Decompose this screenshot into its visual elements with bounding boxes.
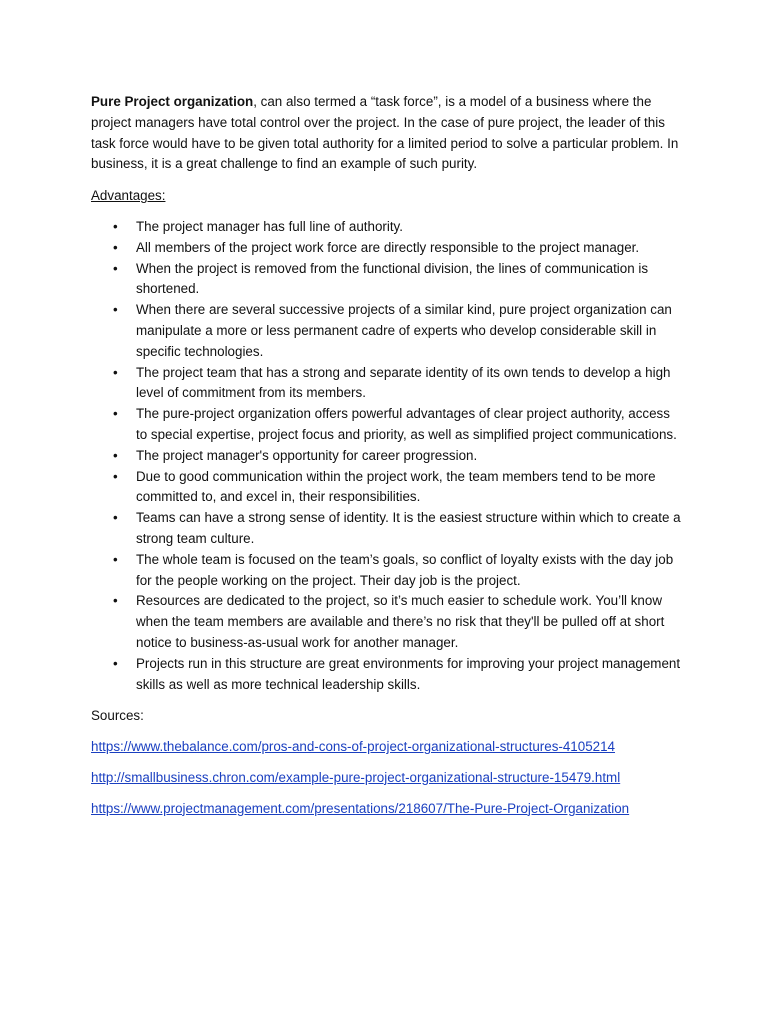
advantages-list [91, 217, 683, 695]
bullet-icon: • [113, 364, 118, 380]
list-item [91, 238, 683, 259]
list-item [91, 363, 683, 405]
bullet-icon: • [113, 302, 118, 318]
list-item-text: Resources are dedicated to the project, so it’s much easier to schedule work. You’ll know when the team members are available and there’s no risk that they'll be pulled off at short notice to business-as-usual work for another manager. [136, 593, 665, 650]
list-item-text: Projects run in this structure are great environments for improving your project management skills as well as more technical leadership skills. [136, 655, 681, 692]
bullet-icon: • [113, 655, 118, 671]
list-item-text: When there are several successive projects of a similar kind, pure project organization can manipulate a more or less permanent cadre of experts who develop considerable skill in specific technologies. [136, 302, 672, 359]
list-item [91, 446, 683, 467]
bullet-icon: • [113, 218, 118, 234]
list-item [91, 591, 683, 653]
list-item [91, 217, 683, 238]
list-item-text: The project manager's opportunity for career progression. [136, 447, 478, 463]
list-item-text: The project team that has a strong and separate identity of its own tends to develop a high level of commitment from its members. [136, 364, 671, 401]
list-item [91, 467, 683, 509]
source-link-projectmanagement[interactable]: https://www.projectmanagement.com/presentations/218607/The-Pure-Project-Organization [91, 800, 630, 816]
list-item-text: When the project is removed from the functional division, the lines of communication is shortened. [136, 260, 649, 297]
list-item-text: Teams can have a strong sense of identity. It is the easiest structure within which to create a strong team culture. [136, 510, 681, 546]
bullet-icon: • [113, 468, 118, 484]
list-item [91, 550, 683, 592]
intro-paragraph [91, 92, 683, 175]
intro-bold-term: Pure Project organization [91, 94, 254, 109]
sources-label: Sources: [91, 708, 144, 724]
bullet-icon: • [113, 260, 118, 276]
bullet-icon: • [113, 510, 118, 526]
source-link-thebalance[interactable]: https://www.thebalance.com/pros-and-cons-of-project-organizational-structures-4105214 [91, 739, 615, 755]
bullet-icon: • [113, 551, 118, 567]
bullet-icon: • [113, 406, 118, 422]
list-item [91, 654, 683, 696]
list-item [91, 259, 683, 301]
list-item-text: Due to good communication within the project work, the team members tend to be more committed to, and excel in, their responsibilities. [136, 468, 656, 505]
document-body [91, 92, 683, 830]
bullet-icon: • [113, 447, 118, 463]
advantages-heading: Advantages: [91, 188, 166, 204]
list-item-text: All members of the project work force are directly responsible to the project manager. [136, 239, 640, 255]
bullet-icon: • [113, 593, 118, 609]
list-item-text: The project manager has full line of authority. [136, 218, 403, 234]
source-link-chron[interactable]: http://smallbusiness.chron.com/example-pure-project-organizational-structure-15479.html [91, 769, 621, 785]
list-item-text: The pure-project organization offers powerful advantages of clear project authority, access to special expertise, project focus and priority, as well as simplified project communications. [136, 406, 677, 442]
intro-text: , can also termed a “task force”, is a model of a business where the project managers have total control over the project. In the case of pure project, the leader of this task force would have to be given total authority for a limited period to solve a particular problem. In business, it is a great challenge to find an example of such purity. [91, 94, 679, 172]
list-item [91, 300, 683, 362]
list-item-text: The whole team is focused on the team’s goals, so conflict of loyalty exists with the day job for the people working on the project. Their day job is the project. [136, 551, 674, 588]
bullet-icon: • [113, 239, 118, 255]
list-item [91, 508, 683, 550]
list-item [91, 404, 683, 446]
